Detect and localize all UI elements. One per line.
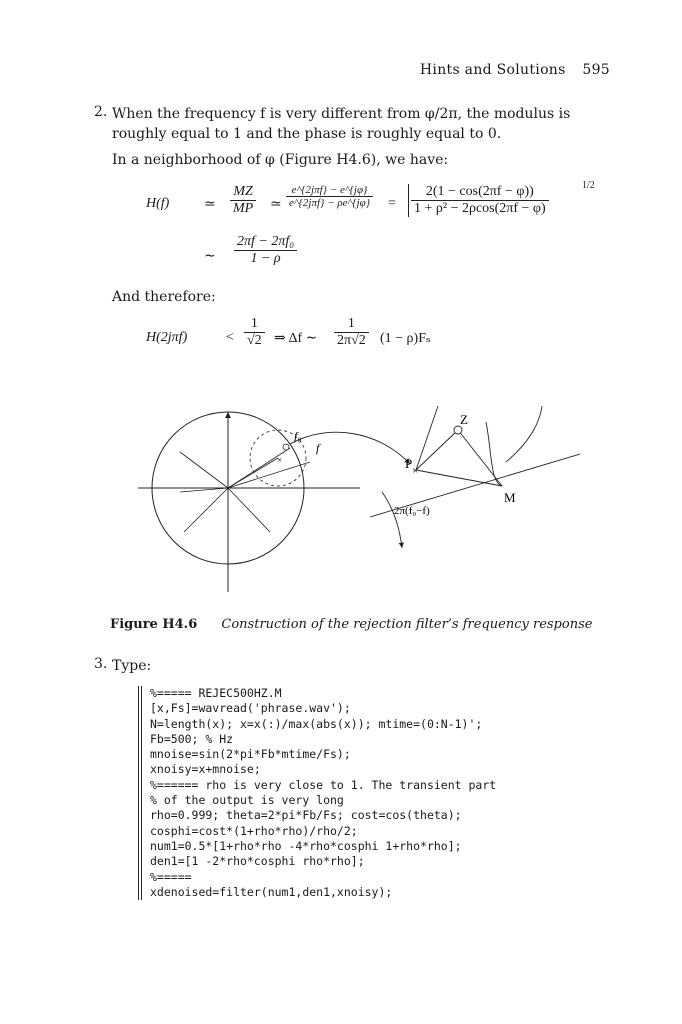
equation-modulus: [146, 176, 616, 236]
code-line: Fb=500; % Hz: [150, 731, 234, 746]
code-line: %===== REJEC500HZ.M: [150, 686, 282, 700]
eq3-rel: <: [226, 330, 234, 345]
eq1-lhs: H(f): [146, 196, 170, 211]
pole-marker-small: ×: [277, 455, 283, 465]
code-line: num1=0.5*[1+rho*rho -4*rho*cosphi 1+rho*rho];: [150, 838, 462, 853]
equation-approx: [146, 234, 446, 274]
code-line: xnoisy=x+mnoise;: [150, 762, 261, 777]
code-line: den1=[1 -2*rho*cosphi rho*rho];: [150, 854, 365, 869]
eq1-frac1: [230, 184, 256, 217]
eq1-frac3: [408, 184, 549, 217]
label-angle: 2π(f₀−f): [394, 505, 430, 517]
and-therefore: And therefore:: [112, 289, 216, 305]
eq3-frac1: [244, 316, 265, 349]
equation-bandwidth: [146, 316, 566, 366]
code-listing: [138, 686, 570, 900]
code-line: %====== rho is very close to 1. The transient part: [150, 777, 497, 792]
figure-caption: [110, 617, 592, 632]
segment-p-z: [416, 430, 458, 470]
eq2-num: 2πf − 2πf₀: [234, 234, 297, 251]
ray-p: [228, 458, 278, 488]
code-line: cosphi=cost*(1+rho*rho)/rho/2;: [150, 823, 358, 838]
eq3-den1: √2: [247, 333, 262, 348]
zoom-arrow: [290, 432, 410, 464]
code-line: [x,Fs]=wavread('phrase.wav');: [150, 701, 351, 716]
caption-text: Construction of the rejection filter’s frequency response: [221, 617, 593, 632]
label-f0: f₀: [294, 429, 302, 443]
eq2-frac: [234, 234, 297, 267]
eq1-rel2: ≃: [270, 197, 282, 212]
eq3-num1: 1: [244, 316, 265, 333]
label-z: Z: [460, 412, 468, 427]
arc-upper: [506, 406, 542, 462]
eq3-den2: 2π√2: [337, 333, 366, 348]
code-line: xdenoised=filter(num1,den1,xnoisy);: [150, 884, 393, 899]
eq1-frac1-num: MZ: [230, 184, 256, 201]
eq1-frac2-den: e^{2jπf} − ρe^{jφ}: [289, 197, 371, 209]
angle-arc: [382, 492, 402, 548]
item2-paragraph-2: In a neighborhood of φ (Figure H4.6), we have:: [112, 152, 449, 168]
ray-lower-left: [184, 488, 228, 532]
code-line: rho=0.999; theta=2*pi*Fb/Fs; cost=cos(theta);: [150, 808, 462, 823]
item-number-2: 2.: [94, 104, 108, 120]
header-title: Hints and Solutions: [419, 62, 566, 78]
segment-p-m: [416, 470, 502, 486]
ray-f: [228, 462, 310, 488]
ray-lower-right: [228, 488, 270, 532]
eq3-lhs: H(2jπf): [146, 330, 188, 345]
running-header: [420, 62, 610, 78]
item3-intro: Type:: [112, 658, 152, 674]
item-number-3: 3.: [94, 656, 108, 672]
eq3-num2: 1: [334, 316, 369, 333]
code-line: % of the output is very long: [150, 793, 344, 808]
eq1-frac1-den: MP: [233, 201, 254, 216]
eq1-frac2: [286, 184, 373, 209]
code-line: N=length(x); x=x(:)/max(abs(x)); mtime=(0:N-1)';: [150, 716, 483, 731]
zero-marker-small: [283, 444, 289, 450]
ray-left: [180, 488, 228, 492]
figure-h4-6: [120, 392, 580, 602]
eq1-frac2-num: e^{2jπf} − e^{jφ}: [286, 184, 373, 197]
item2-paragraph-1: When the frequency f is very different from φ/2π, the modulus is roughly equal to 1 and the phase is roughly equal to 0.: [112, 106, 571, 142]
eq1-rel1: ≃: [204, 197, 216, 212]
segment-radius: [416, 406, 438, 470]
label-m: M: [504, 490, 516, 505]
eq3-tail: (1 − ρ)Fₛ: [380, 331, 431, 346]
ray-upper-left: [180, 452, 228, 488]
eq3-frac2: [334, 316, 369, 349]
label-f: f: [316, 441, 320, 455]
eq2-den: 1 − ρ: [250, 251, 281, 266]
eq2-rel: ∼: [204, 249, 216, 264]
code-line: mnoise=sin(2*pi*Fb*mtime/Fs);: [150, 747, 351, 762]
eq1-exponent: 1/2: [582, 180, 595, 191]
pole-marker-p: ×: [412, 465, 419, 477]
eq1-eq: =: [388, 196, 396, 211]
zero-marker-z: [454, 426, 462, 434]
eq3-arrow: ⇒ Δf ∼: [274, 331, 318, 346]
page-number: 595: [582, 62, 610, 78]
caption-label: Figure H4.6: [110, 617, 198, 632]
code-line: %=====: [150, 869, 192, 884]
eq1-frac3-den: 1 + ρ² − 2ρcos(2πf − φ): [414, 201, 546, 216]
eq1-frac3-num: 2(1 − cos(2πf − φ)): [411, 184, 549, 201]
label-p: P: [405, 456, 413, 471]
